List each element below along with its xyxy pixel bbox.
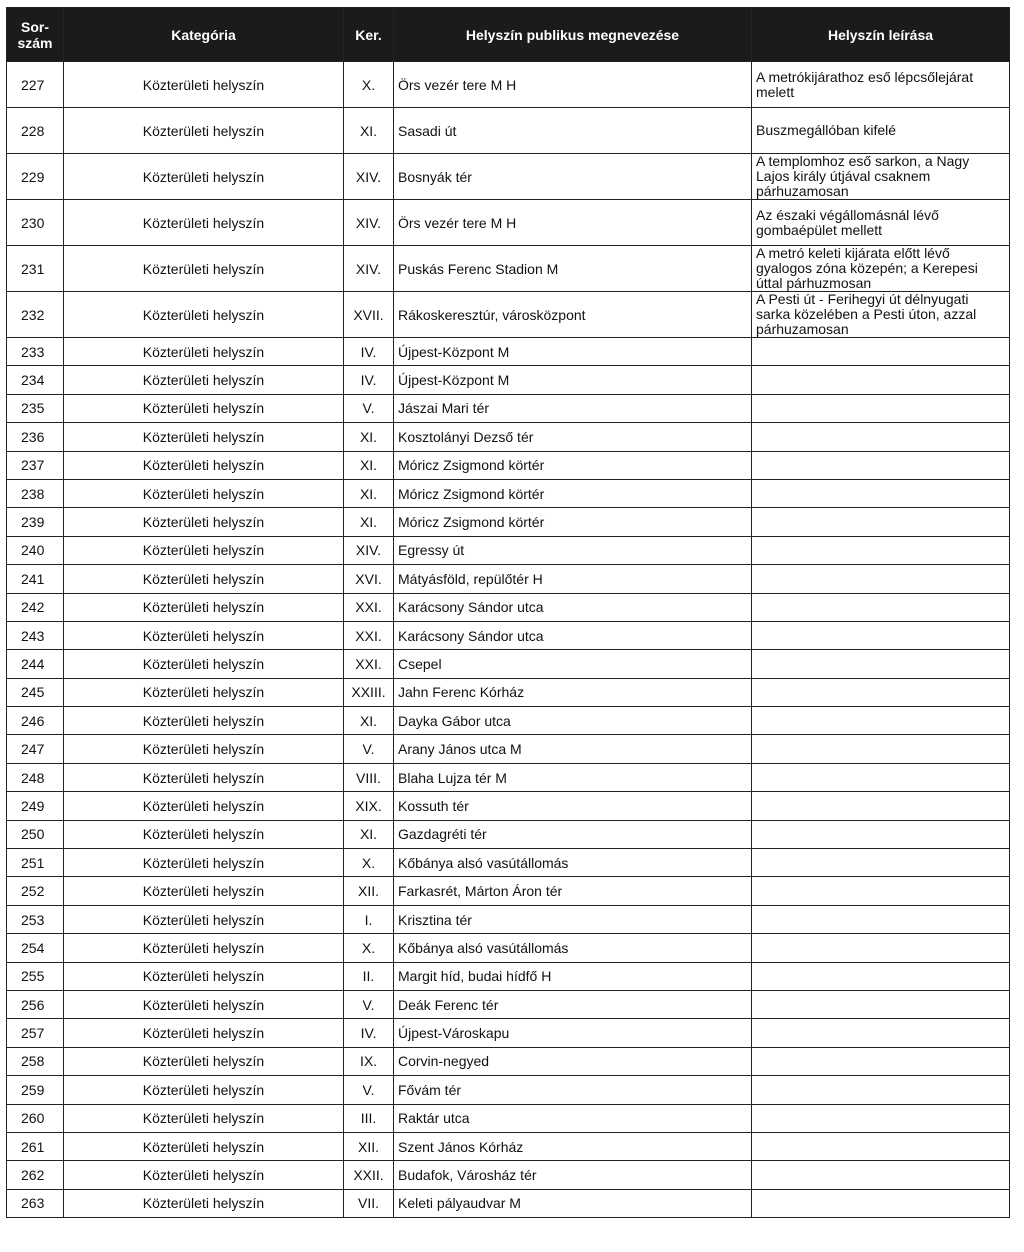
cell-ker: IV. [344, 366, 394, 394]
cell-sorszam: 240 [7, 536, 64, 564]
cell-leiras [752, 650, 1010, 678]
cell-ker: VIII. [344, 763, 394, 791]
cell-helyszin: Krisztina tér [394, 905, 752, 933]
cell-helyszin: Mátyásföld, repülőtér H [394, 565, 752, 593]
cell-leiras [752, 338, 1010, 366]
cell-leiras [752, 735, 1010, 763]
cell-leiras [752, 1132, 1010, 1160]
cell-kategoria: Közterületi helyszín [64, 1189, 344, 1217]
cell-ker: I. [344, 905, 394, 933]
cell-sorszam: 236 [7, 423, 64, 451]
cell-kategoria: Közterületi helyszín [64, 650, 344, 678]
cell-leiras: A metrókijárathoz eső lépcsőlejárat melett [752, 62, 1010, 108]
table-row [7, 423, 1010, 451]
cell-ker: IV. [344, 338, 394, 366]
cell-kategoria: Közterületi helyszín [64, 820, 344, 848]
table-row [7, 1161, 1010, 1189]
cell-leiras [752, 1076, 1010, 1104]
cell-helyszin: Rákoskeresztúr, városközpont [394, 292, 752, 338]
cell-helyszin: Deák Ferenc tér [394, 990, 752, 1018]
cell-leiras [752, 479, 1010, 507]
cell-leiras [752, 508, 1010, 536]
cell-helyszin: Keleti pályaudvar M [394, 1189, 752, 1217]
table-row [7, 1076, 1010, 1104]
cell-helyszin: Örs vezér tere M H [394, 62, 752, 108]
cell-sorszam: 256 [7, 990, 64, 1018]
table-row [7, 338, 1010, 366]
table-row [7, 246, 1010, 292]
cell-sorszam: 253 [7, 905, 64, 933]
table-row [7, 479, 1010, 507]
table-row [7, 565, 1010, 593]
table-row [7, 707, 1010, 735]
cell-ker: XI. [344, 451, 394, 479]
cell-kategoria: Közterületi helyszín [64, 877, 344, 905]
cell-kategoria: Közterületi helyszín [64, 792, 344, 820]
cell-helyszin: Corvin-negyed [394, 1047, 752, 1075]
cell-ker: V. [344, 394, 394, 422]
table-row [7, 962, 1010, 990]
cell-kategoria: Közterületi helyszín [64, 678, 344, 706]
cell-kategoria: Közterületi helyszín [64, 621, 344, 649]
cell-kategoria: Közterületi helyszín [64, 1132, 344, 1160]
cell-ker: XIV. [344, 200, 394, 246]
cell-leiras [752, 366, 1010, 394]
cell-kategoria: Közterületi helyszín [64, 508, 344, 536]
cell-ker: V. [344, 990, 394, 1018]
cell-helyszin: Sasadi út [394, 108, 752, 154]
cell-helyszin: Arany János utca M [394, 735, 752, 763]
cell-helyszin: Karácsony Sándor utca [394, 621, 752, 649]
cell-leiras [752, 1161, 1010, 1189]
table-row [7, 820, 1010, 848]
cell-ker: IX. [344, 1047, 394, 1075]
header-sorszam-label: Sor- szám [17, 18, 53, 51]
cell-sorszam: 246 [7, 707, 64, 735]
cell-leiras [752, 678, 1010, 706]
table-row [7, 451, 1010, 479]
cell-ker: XVI. [344, 565, 394, 593]
cell-kategoria: Közterületi helyszín [64, 394, 344, 422]
cell-kategoria: Közterületi helyszín [64, 934, 344, 962]
cell-ker: XIX. [344, 792, 394, 820]
cell-kategoria: Közterületi helyszín [64, 154, 344, 200]
cell-leiras [752, 905, 1010, 933]
cell-sorszam: 229 [7, 154, 64, 200]
cell-ker: XI. [344, 820, 394, 848]
cell-leiras [752, 877, 1010, 905]
cell-helyszin: Móricz Zsigmond körtér [394, 451, 752, 479]
cell-leiras: Az északi végállomásnál lévő gombaépület mellett [752, 200, 1010, 246]
cell-sorszam: 248 [7, 763, 64, 791]
cell-sorszam: 257 [7, 1019, 64, 1047]
cell-helyszin: Kőbánya alsó vasútállomás [394, 934, 752, 962]
cell-kategoria: Közterületi helyszín [64, 962, 344, 990]
cell-leiras: A metró keleti kijárata előtt lévő gyalogos zóna közepén; a Kerepesi úttal párhuzmosan [752, 246, 1010, 292]
cell-sorszam: 252 [7, 877, 64, 905]
cell-sorszam: 250 [7, 820, 64, 848]
table-row [7, 536, 1010, 564]
table-row [7, 877, 1010, 905]
cell-sorszam: 258 [7, 1047, 64, 1075]
cell-helyszin: Jászai Mari tér [394, 394, 752, 422]
table-row [7, 763, 1010, 791]
cell-ker: II. [344, 962, 394, 990]
cell-sorszam: 261 [7, 1132, 64, 1160]
cell-helyszin: Kossuth tér [394, 792, 752, 820]
header-helyszin: Helyszín publikus megnevezése [394, 8, 752, 62]
cell-kategoria: Közterületi helyszín [64, 905, 344, 933]
cell-sorszam: 233 [7, 338, 64, 366]
cell-leiras [752, 451, 1010, 479]
cell-leiras [752, 1047, 1010, 1075]
header-ker: Ker. [344, 8, 394, 62]
cell-kategoria: Közterületi helyszín [64, 246, 344, 292]
cell-ker: IV. [344, 1019, 394, 1047]
cell-leiras [752, 1019, 1010, 1047]
cell-kategoria: Közterületi helyszín [64, 707, 344, 735]
table-row [7, 990, 1010, 1018]
cell-helyszin: Egressy út [394, 536, 752, 564]
cell-sorszam: 249 [7, 792, 64, 820]
cell-helyszin: Bosnyák tér [394, 154, 752, 200]
cell-sorszam: 245 [7, 678, 64, 706]
cell-sorszam: 254 [7, 934, 64, 962]
cell-sorszam: 259 [7, 1076, 64, 1104]
cell-ker: V. [344, 1076, 394, 1104]
table-row [7, 508, 1010, 536]
cell-ker: XI. [344, 508, 394, 536]
cell-ker: XIV. [344, 536, 394, 564]
cell-kategoria: Közterületi helyszín [64, 108, 344, 154]
table-row [7, 62, 1010, 108]
cell-sorszam: 263 [7, 1189, 64, 1217]
cell-sorszam: 230 [7, 200, 64, 246]
header-sorszam [7, 8, 64, 62]
cell-kategoria: Közterületi helyszín [64, 565, 344, 593]
cell-kategoria: Közterületi helyszín [64, 593, 344, 621]
header-row [7, 8, 1010, 62]
cell-leiras [752, 934, 1010, 962]
table-row [7, 792, 1010, 820]
cell-helyszin: Móricz Zsigmond körtér [394, 479, 752, 507]
cell-ker: V. [344, 735, 394, 763]
cell-helyszin: Karácsony Sándor utca [394, 593, 752, 621]
cell-sorszam: 234 [7, 366, 64, 394]
cell-helyszin: Gazdagréti tér [394, 820, 752, 848]
cell-helyszin: Margit híd, budai hídfő H [394, 962, 752, 990]
cell-sorszam: 243 [7, 621, 64, 649]
cell-ker: XIV. [344, 154, 394, 200]
cell-leiras [752, 707, 1010, 735]
cell-helyszin: Kosztolányi Dezső tér [394, 423, 752, 451]
cell-ker: XIV. [344, 246, 394, 292]
cell-kategoria: Közterületi helyszín [64, 62, 344, 108]
table-row [7, 292, 1010, 338]
table-row [7, 849, 1010, 877]
table-row [7, 108, 1010, 154]
cell-sorszam: 227 [7, 62, 64, 108]
cell-kategoria: Közterületi helyszín [64, 1104, 344, 1132]
table-row [7, 621, 1010, 649]
cell-ker: XXIII. [344, 678, 394, 706]
table-row [7, 154, 1010, 200]
cell-helyszin: Budafok, Városház tér [394, 1161, 752, 1189]
cell-ker: XI. [344, 707, 394, 735]
cell-leiras [752, 593, 1010, 621]
cell-ker: X. [344, 849, 394, 877]
cell-leiras [752, 792, 1010, 820]
table-row [7, 200, 1010, 246]
cell-sorszam: 239 [7, 508, 64, 536]
cell-kategoria: Közterületi helyszín [64, 1076, 344, 1104]
cell-helyszin: Örs vezér tere M H [394, 200, 752, 246]
cell-sorszam: 260 [7, 1104, 64, 1132]
cell-ker: XXI. [344, 621, 394, 649]
cell-leiras [752, 621, 1010, 649]
cell-helyszin: Farkasrét, Márton Áron tér [394, 877, 752, 905]
cell-helyszin: Móricz Zsigmond körtér [394, 508, 752, 536]
cell-helyszin: Puskás Ferenc Stadion M [394, 246, 752, 292]
document-sheet [6, 7, 1009, 1218]
cell-leiras [752, 1104, 1010, 1132]
cell-helyszin: Kőbánya alsó vasútállomás [394, 849, 752, 877]
table-row [7, 1132, 1010, 1160]
cell-ker: X. [344, 934, 394, 962]
cell-ker: X. [344, 62, 394, 108]
cell-sorszam: 232 [7, 292, 64, 338]
cell-sorszam: 241 [7, 565, 64, 593]
cell-leiras [752, 962, 1010, 990]
cell-leiras [752, 990, 1010, 1018]
cell-sorszam: 251 [7, 849, 64, 877]
cell-helyszin: Raktár utca [394, 1104, 752, 1132]
cell-ker: XVII. [344, 292, 394, 338]
table-row [7, 1019, 1010, 1047]
cell-kategoria: Közterületi helyszín [64, 990, 344, 1018]
cell-sorszam: 255 [7, 962, 64, 990]
cell-sorszam: 235 [7, 394, 64, 422]
table-body [7, 62, 1010, 1218]
cell-leiras [752, 423, 1010, 451]
cell-helyszin: Újpest-Központ M [394, 366, 752, 394]
table-row [7, 735, 1010, 763]
cell-sorszam: 247 [7, 735, 64, 763]
table-row [7, 905, 1010, 933]
cell-kategoria: Közterületi helyszín [64, 366, 344, 394]
cell-ker: XXII. [344, 1161, 394, 1189]
cell-helyszin: Újpest-Városkapu [394, 1019, 752, 1047]
cell-kategoria: Közterületi helyszín [64, 338, 344, 366]
cell-ker: XII. [344, 1132, 394, 1160]
cell-kategoria: Közterületi helyszín [64, 479, 344, 507]
table-row [7, 366, 1010, 394]
cell-kategoria: Közterületi helyszín [64, 849, 344, 877]
table-row [7, 1104, 1010, 1132]
table-row [7, 650, 1010, 678]
cell-leiras [752, 394, 1010, 422]
cell-leiras: A Pesti út - Ferihegyi út délnyugati sarka közelében a Pesti úton, azzal párhuzamosan [752, 292, 1010, 338]
cell-leiras [752, 820, 1010, 848]
cell-kategoria: Közterületi helyszín [64, 1019, 344, 1047]
header-leiras: Helyszín leírása [752, 8, 1010, 62]
header-kategoria: Kategória [64, 8, 344, 62]
cell-ker: XI. [344, 479, 394, 507]
table-row [7, 934, 1010, 962]
cell-kategoria: Közterületi helyszín [64, 735, 344, 763]
cell-kategoria: Közterületi helyszín [64, 1047, 344, 1075]
cell-helyszin: Újpest-Központ M [394, 338, 752, 366]
cell-helyszin: Csepel [394, 650, 752, 678]
cell-leiras [752, 849, 1010, 877]
cell-sorszam: 231 [7, 246, 64, 292]
cell-leiras: A templomhoz eső sarkon, a Nagy Lajos király útjával csaknem párhuzamosan [752, 154, 1010, 200]
cell-ker: XXI. [344, 593, 394, 621]
cell-kategoria: Közterületi helyszín [64, 200, 344, 246]
cell-kategoria: Közterületi helyszín [64, 292, 344, 338]
table-row [7, 394, 1010, 422]
cell-helyszin: Szent János Kórház [394, 1132, 752, 1160]
cell-ker: III. [344, 1104, 394, 1132]
cell-helyszin: Dayka Gábor utca [394, 707, 752, 735]
cell-sorszam: 242 [7, 593, 64, 621]
cell-leiras [752, 565, 1010, 593]
cell-leiras [752, 536, 1010, 564]
locations-table [6, 7, 1010, 1218]
cell-kategoria: Közterületi helyszín [64, 1161, 344, 1189]
cell-ker: XI. [344, 423, 394, 451]
cell-helyszin: Blaha Lujza tér M [394, 763, 752, 791]
cell-sorszam: 262 [7, 1161, 64, 1189]
cell-ker: XXI. [344, 650, 394, 678]
cell-leiras [752, 763, 1010, 791]
cell-helyszin: Jahn Ferenc Kórház [394, 678, 752, 706]
cell-sorszam: 238 [7, 479, 64, 507]
cell-ker: XII. [344, 877, 394, 905]
cell-ker: XI. [344, 108, 394, 154]
cell-kategoria: Közterületi helyszín [64, 536, 344, 564]
cell-leiras: Buszmegállóban kifelé [752, 108, 1010, 154]
cell-kategoria: Közterületi helyszín [64, 763, 344, 791]
cell-kategoria: Közterületi helyszín [64, 423, 344, 451]
cell-helyszin: Fővám tér [394, 1076, 752, 1104]
cell-ker: VII. [344, 1189, 394, 1217]
table-row [7, 593, 1010, 621]
cell-sorszam: 244 [7, 650, 64, 678]
cell-kategoria: Közterületi helyszín [64, 451, 344, 479]
table-row [7, 1189, 1010, 1217]
cell-sorszam: 237 [7, 451, 64, 479]
cell-sorszam: 228 [7, 108, 64, 154]
cell-leiras [752, 1189, 1010, 1217]
table-row [7, 1047, 1010, 1075]
table-row [7, 678, 1010, 706]
